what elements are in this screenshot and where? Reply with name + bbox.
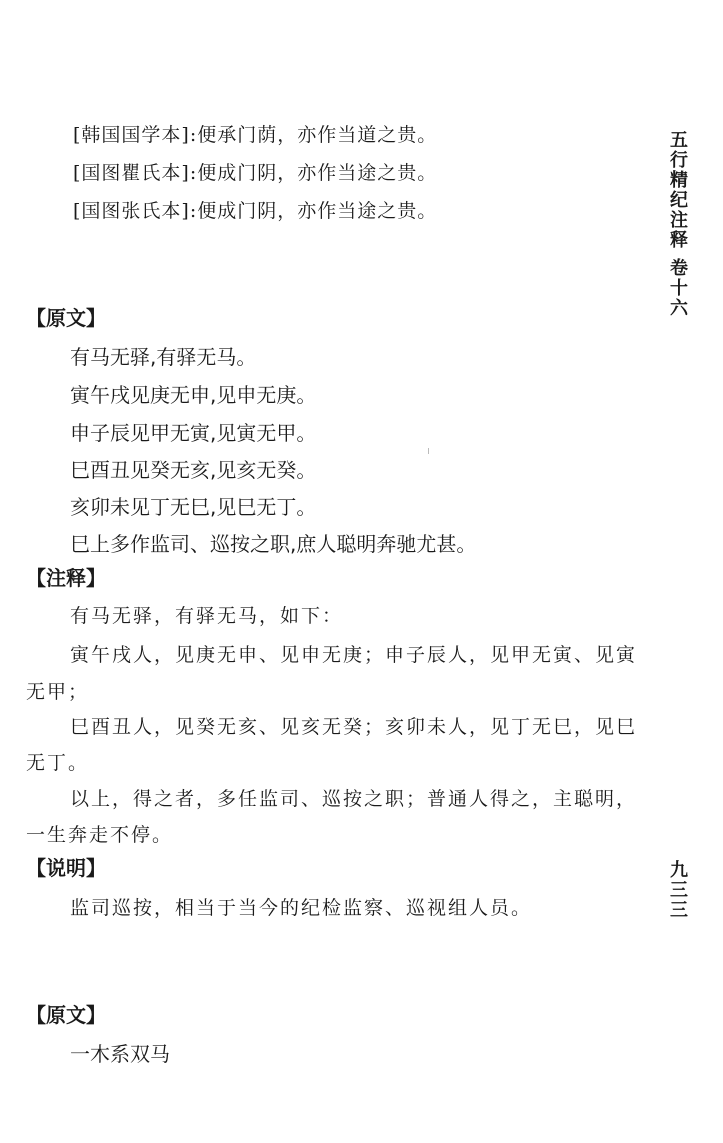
note-line: 有马无驿，有驿无马，如下：	[70, 605, 344, 627]
original-line: 巳上多作监司、巡按之职,庶人聪明奔驰尤甚。	[70, 532, 477, 556]
running-title: 五行精纪注释 卷十六	[667, 130, 688, 319]
section-heading-original: 【原文】	[26, 306, 106, 330]
section-heading-original-2: 【原文】	[26, 1003, 106, 1027]
original-line: 亥卯未见丁无巳,见巳无丁。	[70, 495, 317, 519]
note-line: 巳酉丑人，见癸无亥、见亥无癸；亥卯未人，见丁无巳，见巳	[70, 716, 638, 738]
explanation-line: 监司巡按，相当于当今的纪检监察、巡视组人员。	[70, 897, 533, 919]
section-heading-explanation: 【说明】	[26, 856, 106, 880]
note-line: 无丁。	[26, 752, 90, 774]
scan-mark	[428, 448, 429, 454]
original-line: 一木系双马	[70, 1042, 170, 1066]
variant-line: [国图瞿氏本]:便成门阴，亦作当途之贵。	[73, 162, 438, 184]
original-line: 巳酉丑见癸无亥,见亥无癸。	[70, 458, 317, 482]
original-line: 申子辰见甲无寅,见寅无甲。	[70, 421, 317, 445]
original-line: 有马无驿,有驿无马。	[70, 345, 257, 369]
original-line: 寅午戌见庚无申,见申无庚。	[70, 383, 317, 407]
note-line: 以上，得之者，多任监司、巡按之职；普通人得之，主聪明，	[70, 788, 638, 810]
page-number: 九三三	[667, 860, 688, 920]
note-line: 寅午戌人，见庚无申、见申无庚；申子辰人，见甲无寅、见寅	[70, 644, 638, 666]
note-line: 无甲；	[26, 681, 90, 703]
variant-line: [韩国国学本]:便承门荫，亦作当道之贵。	[73, 124, 438, 146]
variant-line: [国图张氏本]:便成门阴，亦作当途之贵。	[73, 200, 438, 222]
note-line: 一生奔走不停。	[26, 824, 174, 846]
section-heading-notes: 【注释】	[26, 566, 106, 590]
